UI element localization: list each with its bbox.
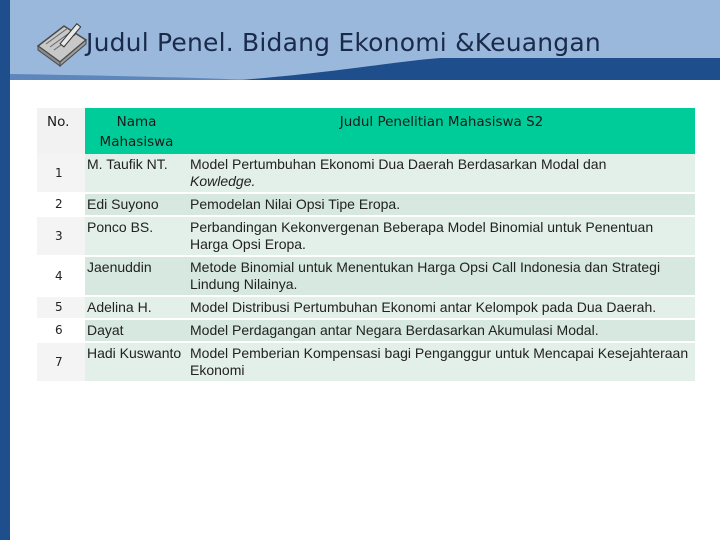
header-name: Nama Mahasiswa — [85, 108, 188, 154]
table-row — [37, 343, 695, 383]
student-name: Jaenuddin — [85, 257, 188, 297]
research-title — [188, 154, 695, 194]
student-name: Ponco BS. — [85, 217, 188, 257]
research-title-note: Kowledge. — [190, 173, 256, 189]
research-title: Pemodelan Nilai Opsi Tipe Eropa. — [188, 194, 695, 217]
row-number: 6 — [37, 320, 85, 343]
table-row — [37, 154, 695, 194]
table-row — [37, 257, 695, 297]
table-row — [37, 320, 695, 343]
table-row — [37, 297, 695, 320]
row-number: 4 — [37, 257, 85, 297]
student-name: M. Taufik NT. — [85, 154, 188, 194]
student-name: Adelina H. — [85, 297, 188, 320]
student-name: Edi Suyono — [85, 194, 188, 217]
row-number: 7 — [37, 343, 85, 383]
notepad-pencil-icon — [34, 20, 90, 68]
table-header-row — [37, 108, 695, 154]
row-number: 2 — [37, 194, 85, 217]
research-title: Perbandingan Kekonvergenan Beberapa Model Binomial untuk Penentuan Harga Opsi Eropa. — [188, 217, 695, 257]
research-title: Model Pemberian Kompensasi bagi Penganggur untuk Mencapai Kesejahteraan Ekonomi — [188, 343, 695, 383]
header-title: Judul Penelitian Mahasiswa S2 — [188, 108, 695, 154]
research-title: Model Perdagangan antar Negara Berdasarkan Akumulasi Modal. — [188, 320, 695, 343]
student-name: Dayat — [85, 320, 188, 343]
student-name: Hadi Kuswanto — [85, 343, 188, 383]
research-table — [37, 108, 695, 383]
table-row — [37, 194, 695, 217]
research-title: Metode Binomial untuk Menentukan Harga Opsi Call Indonesia dan Strategi Lindung Nilainya. — [188, 257, 695, 297]
row-number: 3 — [37, 217, 85, 257]
slide-title: Judul Penel. Bidang Ekonomi &Keuangan — [86, 28, 601, 57]
left-accent-bar — [0, 0, 10, 540]
header-no: No. — [37, 108, 85, 154]
research-title-text: Model Pertumbuhan Ekonomi Dua Daerah Berdasarkan Modal dan — [190, 156, 607, 172]
row-number: 5 — [37, 297, 85, 320]
table-row — [37, 217, 695, 257]
research-title: Model Distribusi Pertumbuhan Ekonomi antar Kelompok pada Dua Daerah. — [188, 297, 695, 320]
row-number: 1 — [37, 154, 85, 194]
